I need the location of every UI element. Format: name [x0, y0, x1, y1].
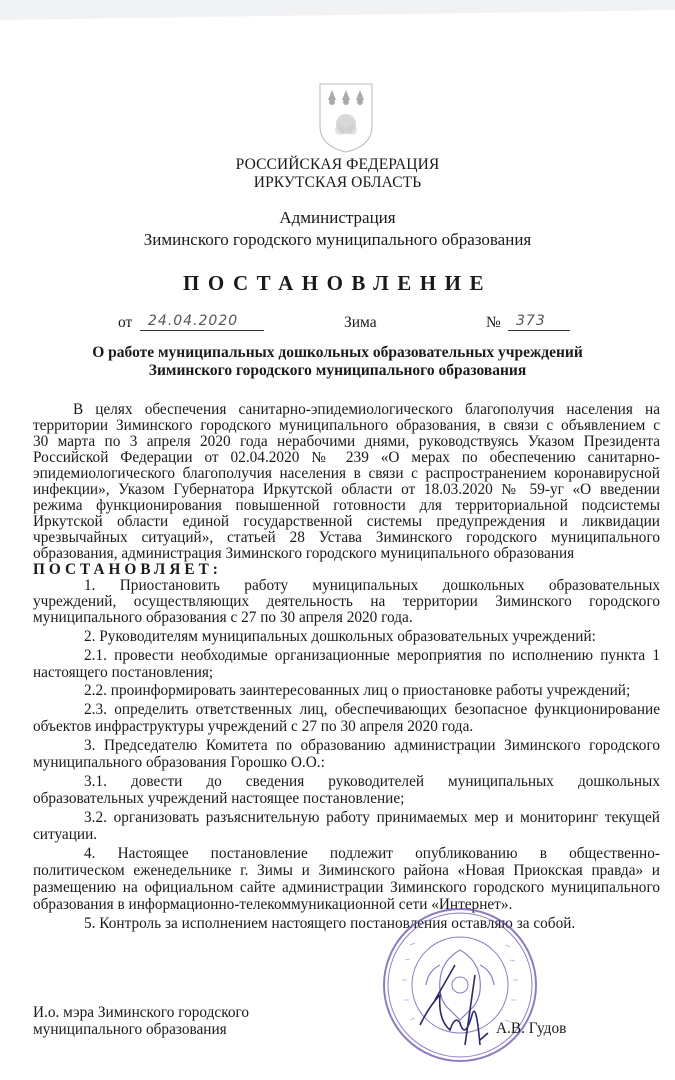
body-line: режима функционирования повышенной готовности для территориальной подсистемы [33, 497, 660, 514]
date-prefix: от [118, 314, 133, 331]
municipality-heading: Зиминского городского муниципального образования [143, 230, 532, 249]
city-name: Зима [344, 314, 377, 331]
item-1: муниципального образования с 27 по 30 апреля 2020 года. [33, 609, 413, 626]
administration-heading: Администрация [279, 208, 396, 227]
item-2-3: 2.3. определить ответственных лиц, обеспечивающих безопасное функционирование [84, 701, 660, 718]
item-2-1: 2.1. провести необходимые организационные мероприятия по исполнению пункта 1 [84, 647, 660, 664]
item-1: 1. Приостановить работу муниципальных дошкольных образовательных [84, 577, 660, 594]
body-line: территории Зиминского городского муниципального образования, в связи с объявлением с [33, 417, 660, 434]
item-5: 5. Контроль за исполнением настоящего постановления оставляю за собой. [84, 915, 576, 932]
item-3-2: ситуации. [33, 826, 98, 843]
body-line: инфекции», Указом Губернатора Иркутской области от 18.03.2020 № 59-уг «О введении [33, 481, 660, 498]
subject-line-1: О работе муниципальных дошкольных образовательных учреждений [92, 344, 583, 361]
body-line: эпидемиологического благополучия населения в связи с распространением коронавирусной [33, 465, 660, 482]
document-type-title: ПОСТАНОВЛЕНИЕ [183, 271, 492, 295]
body-line: чрезвычайных ситуаций», статьей 28 Устава Зиминского городского муниципального [33, 529, 660, 546]
resolves-heading: ПОСТАНОВЛЯЕТ: [33, 561, 222, 578]
item-1: учреждений, осуществляющих деятельность на территории Зиминского городского [33, 593, 660, 610]
item-3-1: образовательных учреждений настоящее постановление; [33, 790, 405, 807]
number-value: 373 [516, 313, 546, 329]
signatory-position-line-2: муниципального образования [33, 1021, 227, 1038]
date-value: 24.04.2020 [148, 313, 239, 329]
item-2: 2. Руководителям муниципальных дошкольных образовательных учреждений: [84, 628, 596, 645]
coat-of-arms-icon [316, 80, 376, 156]
item-2-3: объектов инфраструктуры учреждений с 27 по 30 апреля 2020 года. [33, 718, 474, 735]
scan-top-strip [0, 0, 675, 20]
body-line: образования, администрация Зиминского городского муниципального образования [33, 545, 575, 562]
item-3: 3. Председателю Комитета по образованию администрации Зиминского городского [84, 737, 660, 754]
item-3: муниципального образования Горошко О.О.: [33, 754, 325, 771]
body-line: Иркутской области единой государственной системы предупреждения и ликвидации [33, 513, 660, 530]
region-heading: ИРКУТСКАЯ ОБЛАСТЬ [253, 174, 422, 191]
item-3-1: 3.1. довести до сведения руководителей муниципальных дошкольных [84, 773, 660, 790]
item-2-2: 2.2. проинформировать заинтересованных лиц о приостановке работы учреждений; [84, 682, 631, 699]
body-line: Российской Федерации от 02.04.2020 № 239 «О мерах по обеспечению санитарно- [33, 449, 660, 466]
item-4: 4. Настоящее постановление подлежит опубликованию в общественно- [84, 845, 660, 862]
body-line: В целях обеспечения санитарно-эпидемиологического благополучия населения на [73, 401, 660, 418]
country-heading: РОССИЙСКАЯ ФЕДЕРАЦИЯ [235, 156, 440, 173]
official-seal-icon [380, 905, 540, 1065]
signatory-position-line-1: И.о. мэра Зиминского городского [33, 1004, 250, 1021]
item-3-2: 3.2. организовать разъяснительную работу принимаемых мер и мониторинг текущей [84, 809, 660, 826]
item-4: политическом еженедельнике г. Зимы и Зиминского района «Новая Приокская правда» и [33, 862, 660, 879]
item-2-1: настоящего постановления; [33, 664, 214, 681]
item-4: образования в информационно-телекоммуникационной сети «Интернет». [33, 896, 513, 913]
subject-line-2: Зиминского городского муниципального образования [148, 362, 527, 379]
signatory-name: А.В. Гудов [496, 1020, 567, 1037]
item-4: размещению на официальном сайте администрации Зиминского городского муниципального [33, 879, 660, 896]
body-line: 30 марта по 3 апреля 2020 года нерабочими днями, руководствуясь Указом Президента [33, 433, 660, 450]
number-prefix: № [486, 314, 501, 331]
